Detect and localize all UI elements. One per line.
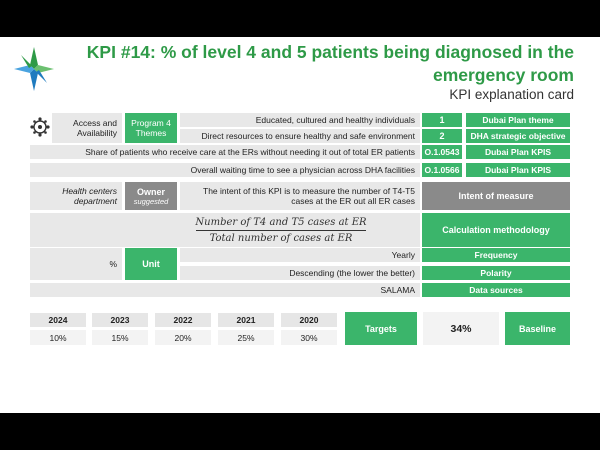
unit-value: % [30,248,122,280]
target-year-2024: 2024 [30,313,86,327]
polarity-value: Descending (the lower the better) [180,266,420,280]
bottom-letterbox [0,413,600,450]
theme-number: 1 [422,113,462,127]
baseline-value: 34% [423,312,499,345]
formula-numerator: Number of T4 and T5 cases at ER [195,216,367,228]
theme-text: Educated, cultured and healthy individuals [180,113,420,127]
kpi1-code: O.1.0543 [422,145,462,159]
target-value-2020: 30% [281,330,337,345]
target-value-2024: 10% [30,330,86,345]
objective-text: Direct resources to ensure healthy and safe environment [180,129,420,143]
target-value-2022: 20% [155,330,211,345]
target-year-2022: 2022 [155,313,211,327]
data-source-value: SALAMA [30,283,420,297]
unit-label: Unit [125,248,177,280]
intent-label: Intent of measure [422,182,570,210]
owner-sublabel: suggested [133,196,169,206]
dubai-plan-theme-label: Dubai Plan theme [466,113,570,127]
dha-logo-icon [12,45,56,93]
kpi2-label: Dubai Plan KPIS [466,163,570,177]
target-year-2023: 2023 [92,313,148,327]
page-subtitle: KPI explanation card [449,87,574,102]
target-value-2023: 15% [92,330,148,345]
network-icon [30,117,50,137]
calculation-methodology-label: Calculation methodology [422,213,570,247]
fraction-line [196,230,366,231]
kpi-slide [0,37,600,413]
data-sources-label: Data sources [422,283,570,297]
frequency-value: Yearly [180,248,420,262]
top-letterbox [0,0,600,37]
owner-badge [125,182,177,210]
kpi2-code: O.1.0566 [422,163,462,177]
owner-label: Owner [136,186,165,197]
target-value-2021: 25% [218,330,274,345]
strategic-objective-label: DHA strategic objective [466,129,570,143]
target-year-2020: 2020 [281,313,337,327]
targets-label: Targets [345,312,417,345]
program-themes-label: Program 4 Themes [125,113,177,143]
formula-denominator: Total number of cases at ER [209,232,353,244]
frequency-label: Frequency [422,248,570,262]
kpi2-text: Overall waiting time to see a physician across DHA facilities [30,163,420,177]
calculation-formula [148,214,414,246]
kpi1-text: Share of patients who receive care at the ERs without needing it out of total ER patients [30,145,420,159]
target-year-2021: 2021 [218,313,274,327]
objective-number: 2 [422,129,462,143]
kpi1-label: Dubai Plan KPIS [466,145,570,159]
access-label: Access and Availability [52,113,122,143]
page-title: KPI #14: % of level 4 and 5 patients being diagnosed in the emergency room [86,42,574,85]
intent-text: The intent of this KPI is to measure the number of T4-T5 cases at the ER out all ER cases [180,182,420,210]
polarity-label: Polarity [422,266,570,280]
baseline-label: Baseline [505,312,570,345]
owner-value: Health centers department [30,182,122,210]
